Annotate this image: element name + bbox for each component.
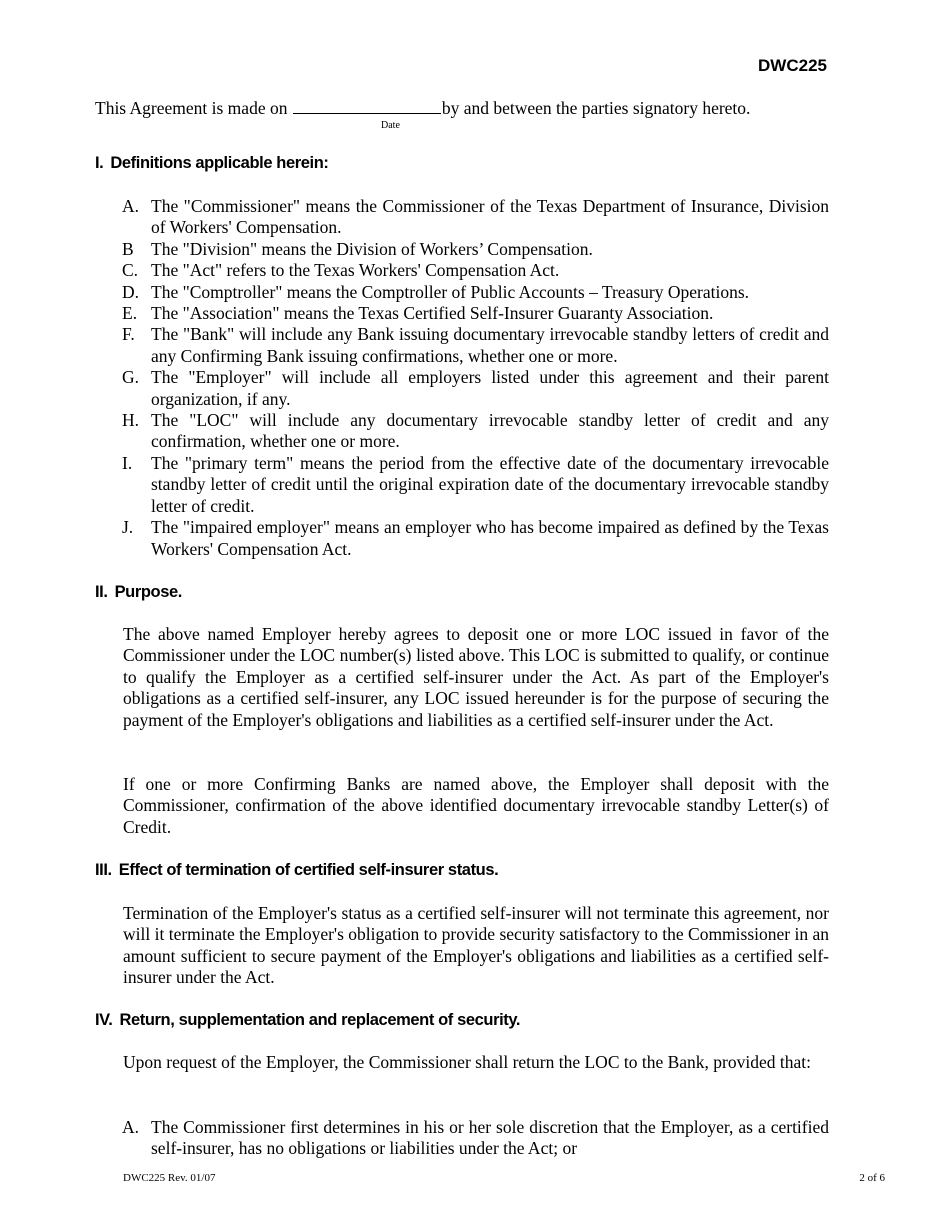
termination-paragraph: Termination of the Employer's status as a certified self-insurer will not terminate this agreement, nor will it terminate the Employer's obligation to provide security satisfactory to the Commissioner in an amount sufficient to secure payment of the Employer's obligations and liabilities as a certified self-insurer under the Act. (123, 903, 829, 988)
list-text: The "impaired employer" means an employer who has become impaired as defined by the Texas Workers' Compensation Act. (151, 517, 829, 559)
section-number: I. (95, 154, 104, 172)
return-conditions-list (122, 1117, 829, 1160)
section-title: Return, supplementation and replacement of security. (119, 1011, 521, 1029)
list-text: The "Employer" will include all employers listed under this agreement and their parent organization, if any. (151, 367, 829, 409)
list-item (122, 196, 829, 239)
list-item (122, 367, 829, 410)
intro-text-before: This Agreement is made on (95, 98, 292, 118)
list-marker: J. (122, 517, 134, 538)
list-item (122, 260, 829, 281)
footer-page-number: 2 of 6 (859, 1172, 885, 1184)
date-field-label: Date (381, 120, 400, 131)
list-marker: A. (122, 1117, 140, 1137)
list-marker: I. (122, 452, 133, 473)
list-text: The "Division" means the Division of Workers’ Compensation. (151, 238, 593, 259)
list-text: The "Act" refers to the Texas Workers' Compensation Act. (151, 260, 560, 281)
section-heading-purpose (95, 583, 182, 602)
definitions-list (122, 196, 829, 560)
list-item (122, 324, 829, 367)
list-item (122, 303, 829, 324)
list-item (122, 517, 829, 560)
section-title: Purpose. (114, 583, 182, 601)
section-heading-definitions (95, 154, 329, 173)
section-number: II. (95, 583, 108, 601)
intro-text-after: by and between the parties signatory hereto. (441, 98, 751, 118)
list-marker: F. (122, 324, 135, 345)
list-text: The "Comptroller" means the Comptroller of Public Accounts – Treasury Operations. (151, 281, 750, 302)
list-text: The "LOC" will include any documentary irrevocable standby letter of credit and any confirmation, whether one or more. (151, 410, 829, 452)
purpose-paragraph-2: If one or more Confirming Banks are named above, the Employer shall deposit with the Commissioner, confirmation of the above identified documentary irrevocable standby Letter(s) of Credit. (123, 774, 829, 837)
list-marker: H. (122, 410, 140, 431)
list-item (122, 410, 829, 453)
section-number: IV. (95, 1011, 113, 1029)
list-marker: A. (122, 196, 140, 216)
agreement-intro (95, 96, 750, 120)
section-title: Definitions applicable herein: (110, 154, 329, 172)
list-marker: D. (122, 281, 140, 302)
section-title: Effect of termination of certified self-insurer status. (118, 861, 499, 879)
list-text: The Commissioner first determines in his or her sole discretion that the Employer, as a certified self-insurer, has no obligations or liabilities under the Act; or (151, 1117, 829, 1159)
purpose-paragraph-1: The above named Employer hereby agrees to deposit one or more LOC issued in favor of the Commissioner under the LOC number(s) listed above. This LOC is submitted to qualify, or continue to qualify the Employer as a certified self-insurer under the Act. As part of the Employer's obligations as a certified self-insurer, any LOC issued hereunder is for the purpose of securing the payment of the Employer's obligations and liabilities as a certified self-insurer under the Act. (123, 624, 829, 730)
list-marker: B (122, 238, 134, 259)
footer-revision: DWC225 Rev. 01/07 (123, 1172, 216, 1184)
list-marker: G. (122, 367, 140, 388)
section-heading-termination (95, 861, 498, 880)
list-marker: C. (122, 260, 139, 281)
section-number: III. (95, 861, 112, 879)
list-item (122, 453, 829, 517)
section-heading-return-security (95, 1011, 520, 1030)
return-security-paragraph: Upon request of the Employer, the Commissioner shall return the LOC to the Bank, provided that: (123, 1052, 811, 1072)
list-item (122, 282, 829, 303)
date-field[interactable] (293, 96, 441, 114)
list-item (122, 1117, 829, 1160)
list-text: The "Bank" will include any Bank issuing documentary irrevocable standby letters of credit and any Confirming Bank issuing confirmations, whether one or more. (151, 324, 829, 366)
list-text: The "primary term" means the period from the effective date of the documentary irrevocable standby letter of credit until the original expiration date of the documentary irrevocable standby letter of credit. (151, 452, 829, 516)
list-text: The "Association" means the Texas Certified Self-Insurer Guaranty Association. (151, 303, 714, 324)
form-code: DWC225 (758, 56, 827, 75)
list-marker: E. (122, 303, 138, 324)
list-item (122, 239, 829, 260)
list-text: The "Commissioner" means the Commissioner of the Texas Department of Insurance, Division of Workers' Compensation. (151, 196, 829, 238)
